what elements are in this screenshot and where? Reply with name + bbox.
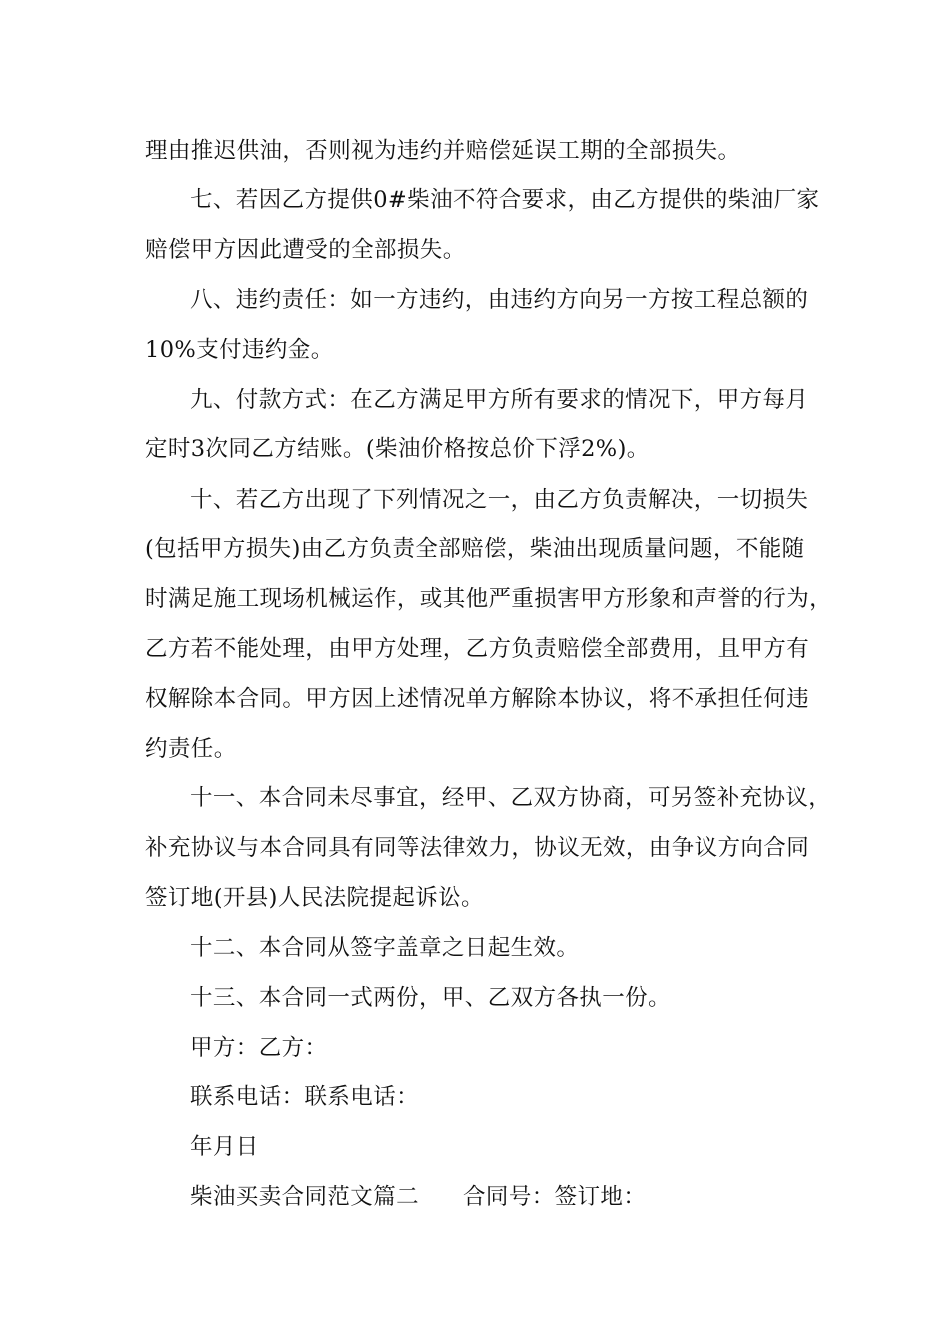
text-line: 十二、本合同从签字盖章之日起生效。 bbox=[190, 935, 580, 961]
text-line: 约责任。 bbox=[145, 736, 237, 762]
next-section-heading-line bbox=[190, 1182, 646, 1212]
text-line: 赔偿甲方因此遭受的全部损失。 bbox=[145, 237, 466, 263]
signature-parties: 甲方：乙方： bbox=[190, 1035, 328, 1061]
contact-phones: 联系电话：联系电话： bbox=[190, 1084, 420, 1110]
text-line: 九、付款方式：在乙方满足甲方所有要求的情况下，甲方每月 bbox=[190, 387, 809, 413]
text-line: 理由推迟供油，否则视为违约并赔偿延误工期的全部损失。 bbox=[145, 138, 741, 164]
text-line: 十一、本合同未尽事宜，经甲、乙双方协商，可另签补充协议， bbox=[190, 785, 832, 811]
section-title: 柴油买卖合同范文篇二 bbox=[190, 1184, 420, 1210]
date-line: 年月日 bbox=[190, 1134, 259, 1160]
text-line: 时满足施工现场机械运作，或其他严重损害甲方形象和声誉的行为， bbox=[145, 586, 833, 612]
text-line: 10%支付违约金。 bbox=[145, 337, 334, 363]
text-line: 七、若因乙方提供0#柴油不符合要求，由乙方提供的柴油厂家 bbox=[190, 187, 820, 213]
text-line: 补充协议与本合同具有同等法律效力，协议无效，由争议方向合同 bbox=[145, 835, 810, 861]
text-line: 八、违约责任：如一方违约，由违约方向另一方按工程总额的 bbox=[190, 287, 809, 313]
text-line: (包括甲方损失)由乙方负责全部赔偿，柴油出现质量问题，不能随 bbox=[145, 536, 805, 562]
text-line: 签订地(开县)人民法院提起诉讼。 bbox=[145, 885, 484, 911]
text-line: 权解除本合同。甲方因上述情况单方解除本协议，将不承担任何违 bbox=[145, 686, 810, 712]
text-line: 十三、本合同一式两份，甲、乙双方各执一份。 bbox=[190, 985, 671, 1011]
text-line: 定时3次同乙方结账。(柴油价格按总价下浮2%)。 bbox=[145, 436, 650, 462]
text-line: 十、若乙方出现了下列情况之一，由乙方负责解决，一切损失 bbox=[190, 487, 809, 513]
text-line: 乙方若不能处理，由甲方处理，乙方负责赔偿全部费用，且甲方有 bbox=[145, 636, 810, 662]
contract-fields: 合同号：签订地： bbox=[463, 1184, 647, 1210]
